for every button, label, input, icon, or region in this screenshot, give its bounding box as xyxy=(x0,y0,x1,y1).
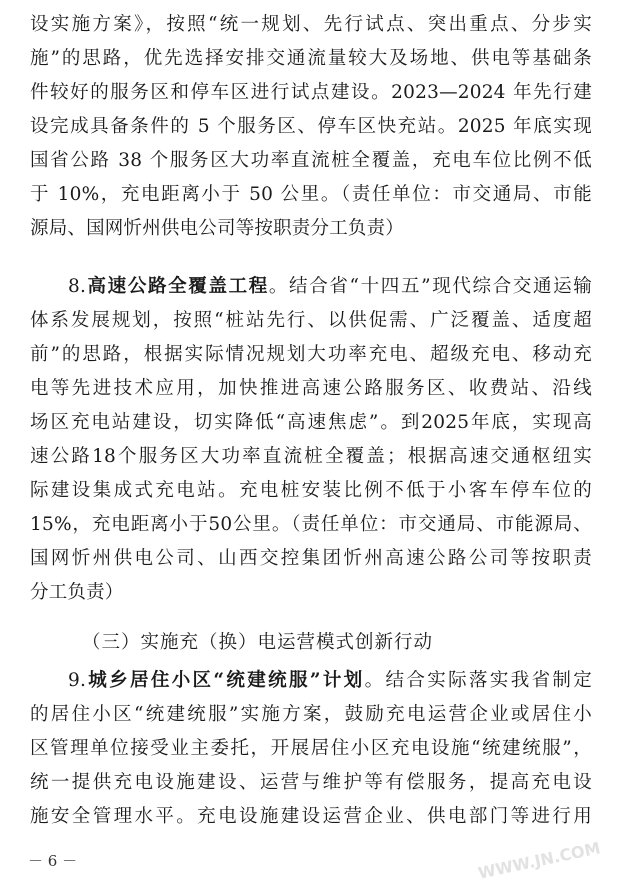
text-line: 体系发展规划，按照“桩站先行、以供促需、广泛覆盖、适度超 xyxy=(30,310,592,331)
text-run: 。结合省“十四五”现代综合交通运输 xyxy=(268,276,592,297)
text-line: 速公路18个服务区大功率直流桩全覆盖；根据高速交通枢纽实 xyxy=(30,446,592,467)
text-line: 设完成具备条件的 5 个服务区、停车区快充站。2025 年底实现 xyxy=(30,116,592,137)
text-line: 源局、国网忻州供电公司等按职责分工负责） xyxy=(30,218,405,239)
text-line: 的居住小区“统建统服”实施方案，鼓励充电运营企业或居住小 xyxy=(30,704,592,725)
item-title: 高速公路全覆盖工程 xyxy=(86,276,269,297)
text-line: 15%，充电距离小于50公里。（责任单位：市交通局、市能源局、 xyxy=(30,514,592,535)
item-title: 城乡居住小区“统建统服”计划 xyxy=(86,670,365,691)
text-line: 设实施方案》，按照“统一规划、先行试点、突出重点、分步实 xyxy=(30,14,592,35)
text-line: 件较好的服务区和停车区进行试点建设。2023—2024 年先行建 xyxy=(30,82,592,103)
section-heading: （三）实施充（换）电运营模式创新行动 xyxy=(82,632,434,653)
item-number: 9. xyxy=(68,670,87,691)
text-line: 施安全管理水平。充电设施建设运营企业、供电部门等进行用 xyxy=(30,806,592,827)
text-line: 施”的思路，优先选择安排交通流量较大及场地、供电等基础条 xyxy=(30,48,592,69)
page-number: － 6 － xyxy=(28,852,78,870)
text-line: 电等先进技术应用，加快推进高速公路服务区、收费站、沿线 xyxy=(30,378,592,399)
item-number: 8. xyxy=(68,276,87,297)
paragraph-9-first-line xyxy=(68,664,592,698)
text-line: 场区充电站建设，切实降低“高速焦虑”。到2025年底，实现高 xyxy=(30,412,592,433)
text-line: 统一提供充电设施建设、运营与维护等有偿服务，提高充电设 xyxy=(30,772,592,793)
text-line: 际建设集成式充电站。充电桩安装比例不低于小客车停车位的 xyxy=(30,480,592,501)
text-line: 前”的思路，根据实际情况规划大功率充电、超级充电、移动充 xyxy=(30,344,592,365)
paragraph-8-first-line xyxy=(68,270,592,304)
text-line: 国省公路 38 个服务区大功率直流桩全覆盖，充电车位比例不低 xyxy=(30,150,592,171)
text-line: 区管理单位接受业主委托，开展居住小区充电设施“统建统服”， xyxy=(30,738,592,759)
text-run: 。结合实际落实我省制定 xyxy=(364,670,592,691)
text-line: 国网忻州供电公司、山西交控集团忻州高速公路公司等按职责 xyxy=(30,548,592,569)
text-line: 分工负责） xyxy=(30,582,124,603)
text-line: 于 10%，充电距离小于 50 公里。（责任单位：市交通局、市能 xyxy=(30,184,592,205)
watermark: WWW.JN.COM xyxy=(475,838,602,883)
